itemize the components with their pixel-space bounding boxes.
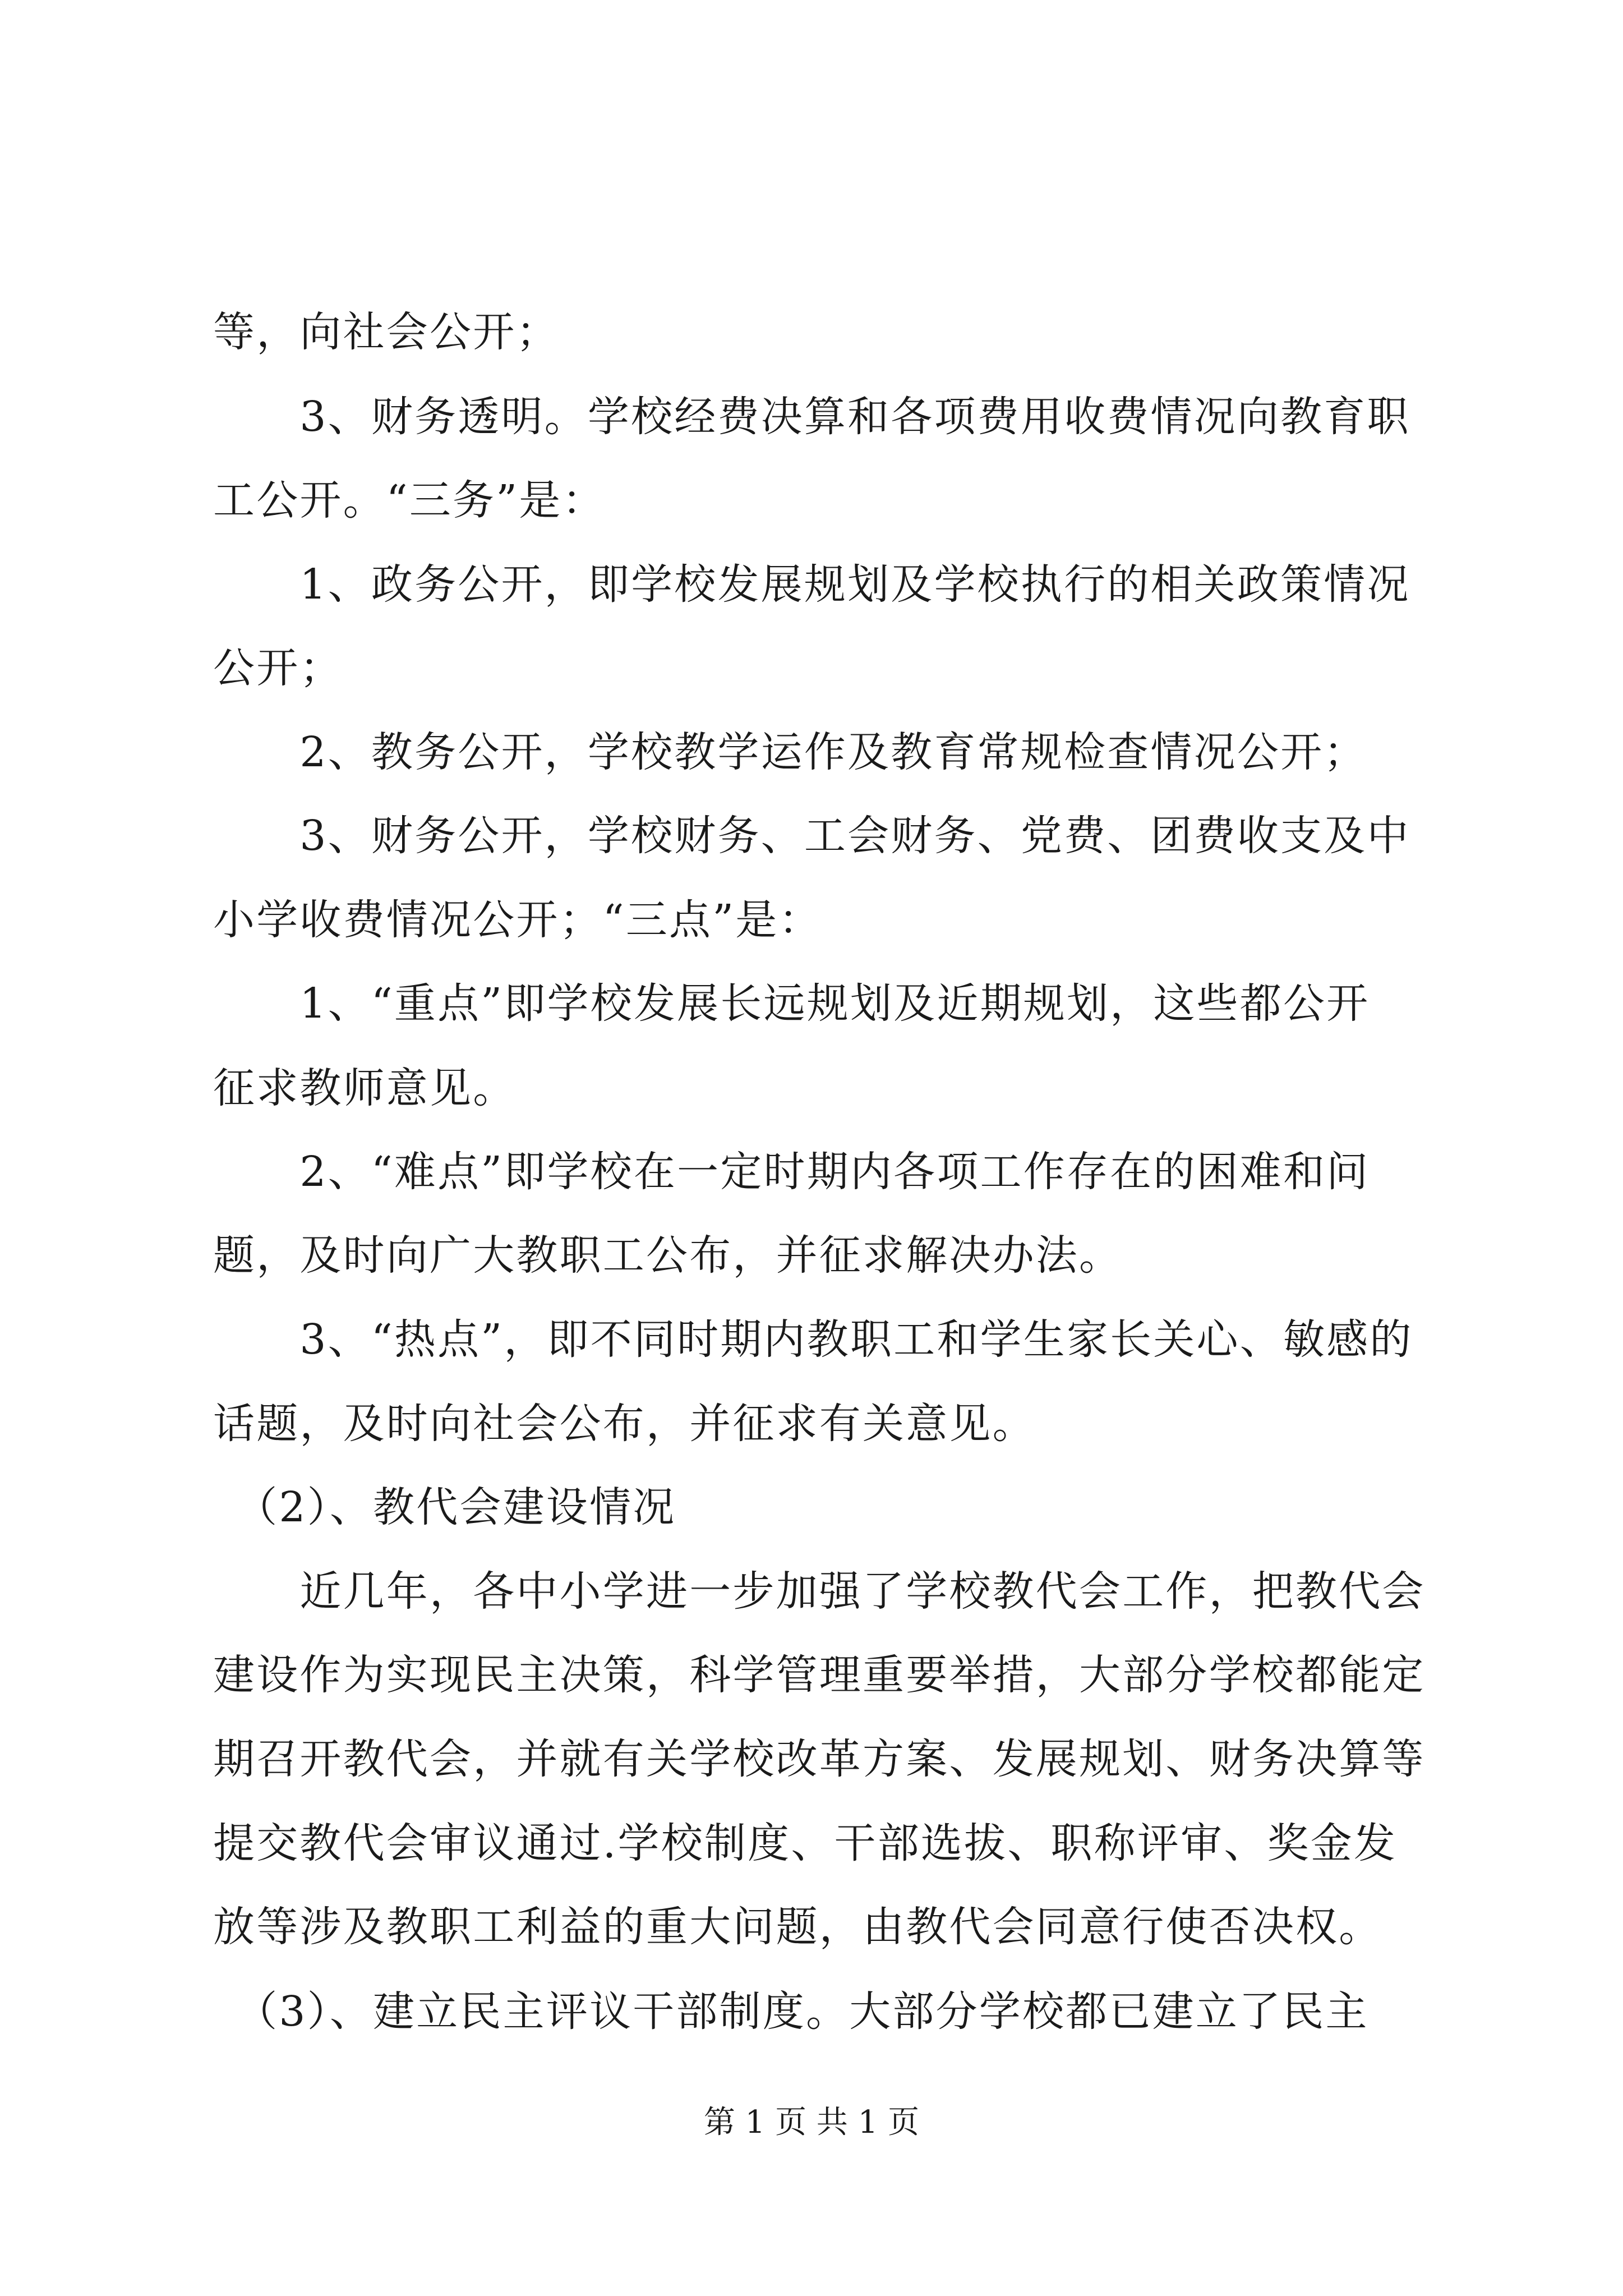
text-line-8: 小学收费情况公开；“三点”是：: [213, 896, 822, 944]
text-line-10: 征求教师意见。: [213, 1064, 517, 1112]
text-line-21: （3）、建立民主评议干部制度。大部分学校都已建立了民主: [213, 1987, 1369, 2036]
text-line-13: 3、“热点”，即不同时期内教职工和学生家长关心、敏感的: [213, 1315, 1413, 1364]
text-line-11: 2、“难点”即学校在一定时期内各项工作存在的困难和问: [213, 1148, 1370, 1196]
text-line-20: 放等涉及教职工利益的重大问题，由教代会同意行使否决权。: [213, 1903, 1382, 1951]
text-line-2: 3、财务透明。学校经费决算和各项费用收费情况向教育职: [213, 393, 1410, 441]
text-line-19: 提交教代会审议通过.学校制度、干部选拔、职称评审、奖金发: [213, 1819, 1398, 1867]
text-line-1: 等，向社会公开；: [213, 308, 560, 356]
text-line-5: 公开；: [213, 644, 343, 692]
page-number-footer: 第 1 页 共 1 页: [703, 2104, 920, 2141]
text-line-9: 1、“重点”即学校发展长远规划及近期规划，这些都公开: [213, 979, 1370, 1028]
text-line-4: 1、政务公开，即学校发展规划及学校执行的相关政策情况: [213, 560, 1410, 609]
text-line-16: 近几年，各中小学进一步加强了学校教代会工作，把教代会: [213, 1567, 1426, 1616]
text-line-3: 工公开。“三务”是：: [213, 476, 606, 524]
text-line-14: 话题，及时向社会公布，并征求有关意见。: [213, 1400, 1036, 1448]
text-line-15: （2）、教代会建设情况: [213, 1483, 676, 1531]
text-line-7: 3、财务公开，学校财务、工会财务、党费、团费收支及中: [213, 812, 1410, 860]
text-line-18: 期召开教代会，并就有关学校改革方案、发展规划、财务决算等: [213, 1735, 1426, 1783]
text-line-17: 建设作为实现民主决策，科学管理重要举措，大部分学校都能定: [213, 1651, 1426, 1699]
text-line-6: 2、教务公开，学校教学运作及教育常规检查情况公开；: [213, 728, 1367, 776]
text-line-12: 题，及时向广大教职工公布，并征求解决办法。: [213, 1231, 1123, 1280]
